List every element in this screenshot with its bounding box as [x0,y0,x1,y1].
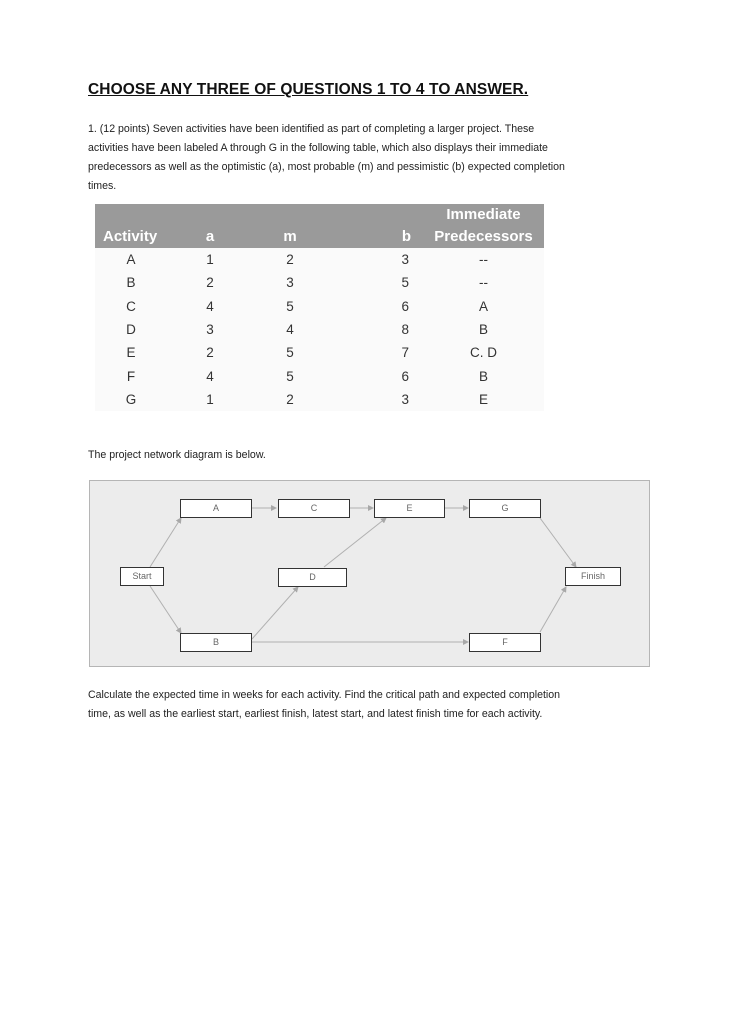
instruction-line: Calculate the expected time in weeks for each activity. Find the critical path and expected completion [88,689,561,701]
edge-b-d [252,587,298,639]
cell-pred: C. D [423,341,544,364]
cell-m: 2 [253,248,327,271]
node-c: C [278,499,350,518]
node-g: G [469,499,541,518]
cell-a: 3 [167,318,253,341]
node-e: E [374,499,445,518]
header-pred-line2: Predecessors [434,228,533,245]
header-b: b [327,204,423,248]
table-row [95,295,544,318]
cell-m: 4 [253,318,327,341]
node-d: D [278,568,347,587]
cell-activity: C [95,295,167,318]
network-diagram [89,480,650,667]
cell-m: 5 [253,295,327,318]
node-start: Start [120,567,164,586]
cell-b: 6 [327,364,423,387]
node-a: A [180,499,252,518]
cell-a: 4 [167,295,253,318]
cell-activity: B [95,271,167,294]
cell-a: 2 [167,341,253,364]
table-row [95,318,544,341]
cell-pred: -- [423,248,544,271]
edge-start-a [150,518,181,567]
cell-activity: E [95,341,167,364]
question-line: 1. (12 points) Seven activities have been identified as part of completing a larger project. These [88,123,535,135]
cell-pred: B [423,364,544,387]
cell-m: 2 [253,388,327,411]
edge-f-finish [540,587,566,632]
cell-activity: A [95,248,167,271]
cell-a: 1 [167,248,253,271]
cell-pred: E [423,388,544,411]
cell-pred: B [423,318,544,341]
cell-b: 3 [327,248,423,271]
cell-m: 3 [253,271,327,294]
table-header-row [95,204,544,248]
cell-activity: F [95,364,167,387]
header-activity: Activity [95,204,167,248]
cell-pred: -- [423,271,544,294]
edge-start-b [150,586,181,633]
cell-pred: A [423,295,544,318]
cell-b: 5 [327,271,423,294]
cell-a: 4 [167,364,253,387]
edge-g-finish [540,518,576,567]
cell-activity: G [95,388,167,411]
table-row [95,271,544,294]
question-line: predecessors as well as the optimistic (a), most probable (m) and pessimistic (b) expected completion [88,161,565,173]
cell-b: 6 [327,295,423,318]
question-line: activities have been labeled A through G in the following table, which also displays their immediate [88,142,548,154]
header-m: m [253,204,327,248]
node-b: B [180,633,252,652]
header-pred-line1: Immediate [446,206,521,223]
table-row [95,341,544,364]
instruction-line: time, as well as the earliest start, earliest finish, latest start, and latest finish time for each activity. [88,708,543,720]
table-row [95,388,544,411]
instruction-text [88,686,658,724]
table-row [95,248,544,271]
header-a: a [167,204,253,248]
diagram-caption: The project network diagram is below. [88,449,266,461]
question-text [88,120,648,196]
cell-m: 5 [253,341,327,364]
page-heading: CHOOSE ANY THREE OF QUESTIONS 1 TO 4 TO ANSWER. [88,81,529,98]
cell-a: 1 [167,388,253,411]
cell-b: 8 [327,318,423,341]
cell-b: 7 [327,341,423,364]
question-line: times. [88,180,117,192]
cell-b: 3 [327,388,423,411]
activity-table [95,204,544,411]
cell-activity: D [95,318,167,341]
header-predecessors [423,204,544,248]
table-row [95,364,544,387]
edge-d-e [324,518,386,567]
cell-m: 5 [253,364,327,387]
cell-a: 2 [167,271,253,294]
node-f: F [469,633,541,652]
node-finish: Finish [565,567,621,586]
